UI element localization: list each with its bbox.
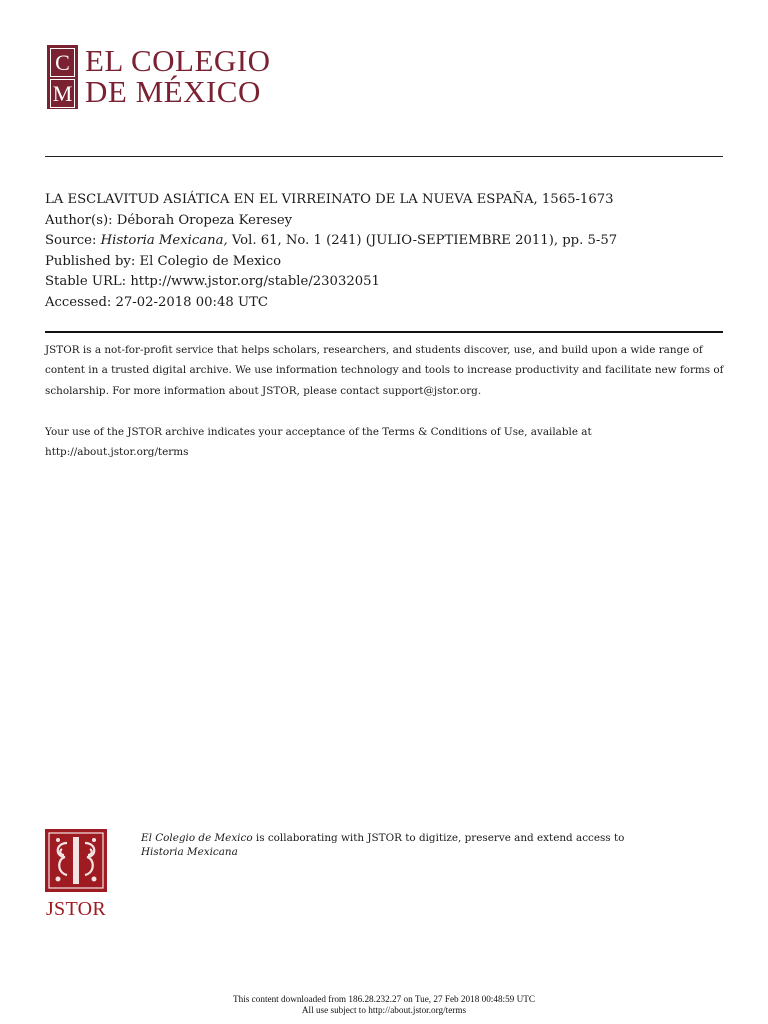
top-divider [45, 156, 723, 157]
jstor-emblem-graphic [45, 829, 107, 892]
notice-paragraph-1: JSTOR is a not-for-profit service that helps scholars, researchers, and students discover, use, and build upon a wide range of content in a trusted digital archive. We use information technology and tools to increase productivity and facilitate new forms of scholarship. For more information about JSTOR, please contact support@jstor.org. [45, 344, 724, 397]
publisher-logo-line1: EL COLEGIO [85, 43, 271, 78]
citation-block [45, 190, 617, 313]
published-label: Published by: [45, 253, 136, 269]
collab-text: is collaborating with JSTOR to digitize, preserve and extend access to [255, 832, 625, 844]
source-details: Vol. 61, No. 1 (241) (JULIO-SEPTIEMBRE 2011), pp. 5-57 [231, 233, 618, 248]
middle-divider [45, 331, 723, 333]
publisher-value: El Colegio de Mexico [139, 253, 282, 269]
jstor-logo [45, 829, 107, 919]
terms-notice [45, 422, 645, 463]
jstor-notice [45, 340, 725, 401]
authors-value: Déborah Oropeza Keresey [116, 212, 293, 228]
source-label: Source: [45, 233, 97, 248]
footer-line-1: This content downloaded from 186.28.232.27 on Tue, 27 Feb 2018 00:48:59 UTC [233, 994, 535, 1004]
jstor-emblem-icon [45, 829, 107, 892]
accessed-value: 27-02-2018 00:48 UTC [115, 294, 268, 310]
collaboration-statement [141, 832, 731, 859]
collab-publisher: El Colegio de Mexico [141, 832, 253, 844]
authors-line [45, 211, 617, 232]
stable-url-label: Stable URL: [45, 274, 127, 289]
source-line [45, 231, 617, 252]
accessed-label: Accessed: [45, 294, 112, 310]
monogram-top-letter: C [50, 48, 75, 77]
collab-journal: Historia Mexicana [141, 845, 238, 858]
accessed-line [45, 293, 617, 314]
published-line [45, 252, 617, 273]
monogram-icon [47, 45, 78, 109]
jstor-wordmark: JSTOR [45, 898, 107, 920]
notice-paragraph-2: Your use of the JSTOR archive indicates your acceptance of the Terms & Conditions of Use, available at http://about.jstor.org/terms [45, 426, 592, 459]
authors-label: Author(s): [45, 212, 113, 228]
publisher-logo [47, 45, 271, 109]
monogram-bottom-letter: M [50, 79, 75, 108]
stable-url-line [45, 272, 617, 293]
article-title: LA ESCLAVITUD ASIÁTICA EN EL VIRREINATO DE LA NUEVA ESPAÑA, 1565-1673 [45, 192, 614, 207]
stable-url-link[interactable]: http://www.jstor.org/stable/23032051 [130, 274, 380, 289]
journal-name: Historia Mexicana, [100, 233, 228, 248]
publisher-logo-wordmark [85, 45, 271, 109]
publisher-logo-line2: DE MÉXICO [85, 74, 261, 109]
download-footer [0, 994, 768, 1016]
footer-line-2: All use subject to http://about.jstor.org/terms [301, 1004, 467, 1015]
